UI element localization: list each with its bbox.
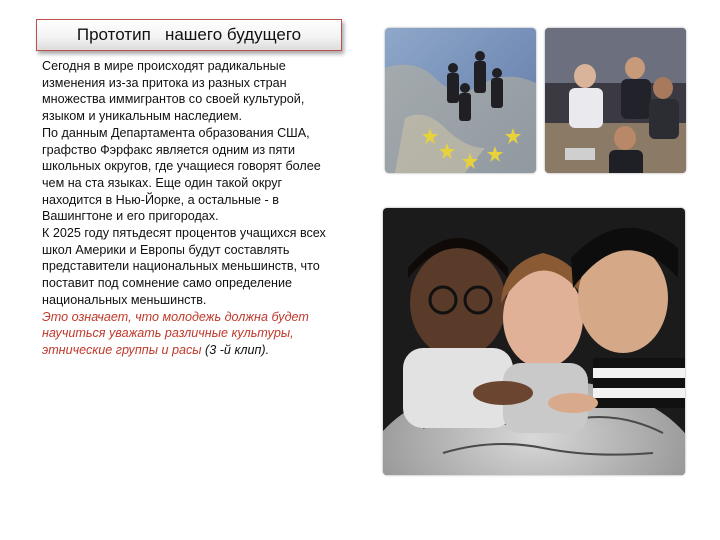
business-people-map-photo [385,28,536,173]
conclusion-highlight: Это означает, что молодежь должна будет научиться уважать различные культуры, этнические группы и расы [42,309,309,357]
paragraph-conclusion [42,309,342,359]
children-with-globe-photo [383,208,685,475]
paragraph-2: По данным Департамента образования США, графство Фэрфакс является одним из пяти школьных округов, где учащиеся говорят более чем на ста языках. Еще один такой округ находится в Нью-Йорке, а остальные - в Вашингтоне и его пригородах. [42,125,321,224]
paragraph-1: Сегодня в мире происходят радикальные изменения из-за притока из разных стран множества иммигрантов со своей культурой, языком и уникальным наследием. [42,59,305,124]
body-text [42,58,342,359]
conclusion-tail: (3 -й клип). [201,342,270,357]
slide-title: Прототип нашего будущего [36,19,342,51]
paragraph-3: К 2025 году пятьдесят процентов учащихся всех школ Америки и Европы будут составлять представители национальных меньшинств, что поставит под сомнение само определение национальных меньшинств. [42,226,326,307]
office-workers-phones-photo [545,28,686,173]
